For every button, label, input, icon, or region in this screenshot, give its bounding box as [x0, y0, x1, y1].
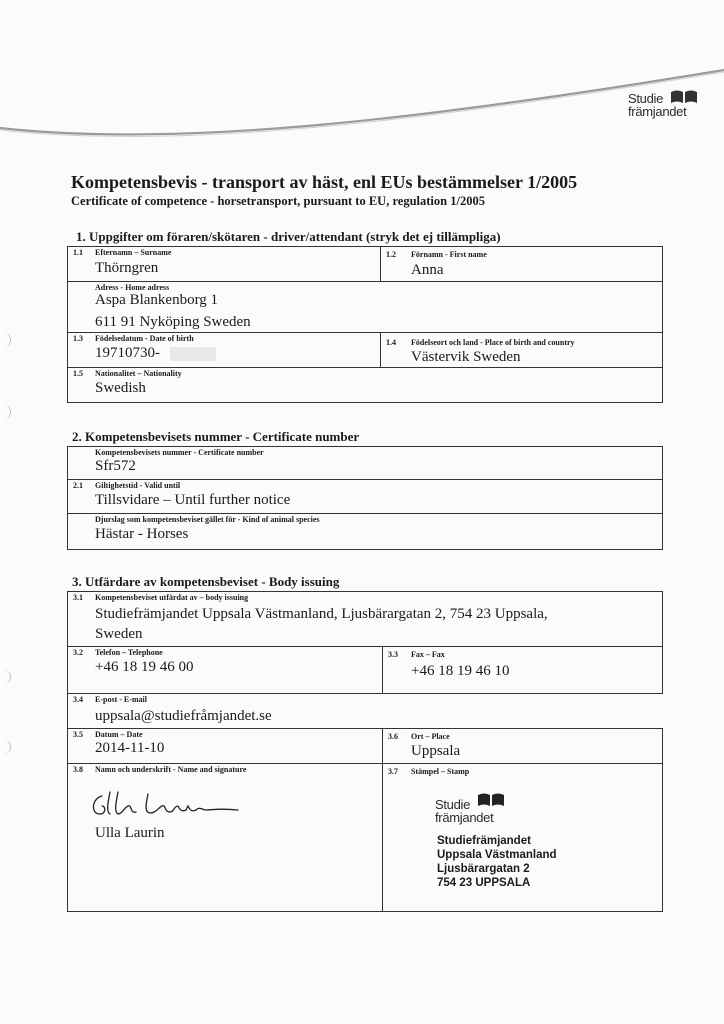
field-3-4	[67, 693, 663, 729]
handwritten-signature	[88, 788, 258, 822]
field-cert-number	[67, 446, 663, 480]
field-1-5	[67, 367, 663, 403]
field-num: 3.1	[73, 593, 83, 602]
stamp-logo	[435, 798, 493, 824]
field-label: Adress - Home adress	[95, 283, 170, 292]
field-num: 1.2	[386, 250, 396, 259]
margin-mark	[0, 670, 11, 684]
address-line1: Aspa Blankenborg 1	[95, 292, 219, 308]
field-num: 1.3	[73, 334, 83, 343]
margin-mark	[0, 740, 11, 754]
field-label: Kompetensbeviset utfärdat av – body issuing	[95, 593, 249, 602]
field-num: 3.7	[388, 767, 398, 776]
field-3-6	[382, 728, 663, 764]
field-label: Födelseort och land - Place of birth and country	[411, 338, 575, 347]
nationality-value: Swedish	[95, 380, 146, 396]
section2-heading: 2. Kompetensbevisets nummer - Certificate number	[72, 429, 360, 444]
redacted-area	[170, 347, 216, 361]
signatory-name: Ulla Laurin	[95, 825, 165, 841]
margin-mark	[0, 405, 11, 419]
fax-value: +46 18 19 46 10	[411, 663, 510, 679]
book-icon	[477, 792, 505, 808]
field-label: Ort – Place	[411, 732, 450, 741]
field-label: Nationalitet – Nationality	[95, 369, 182, 378]
cert-number-value: Sfr572	[95, 458, 136, 474]
issuer-line2: Sweden	[95, 626, 143, 642]
field-num: 3.6	[388, 732, 398, 741]
field-label: Datum – Date	[95, 730, 143, 739]
field-1-4	[380, 332, 663, 368]
stamp-line3: Ljusbärargatan 2	[437, 863, 530, 875]
birthdate-value: 19710730-	[95, 345, 160, 361]
species-value: Hästar - Horses	[95, 526, 189, 542]
studiefr-logo	[628, 92, 686, 118]
stamp-logo-line1: Studie	[435, 797, 471, 812]
email-value: uppsala@studiefråmjandet.se	[95, 708, 272, 724]
field-3-5	[67, 728, 383, 764]
document-subtitle: Certificate of competence - horsetransport, pursuant to EU, regulation 1/2005	[71, 194, 485, 208]
section1-heading: 1. Uppgifter om föraren/skötaren - driver/attendant (stryk det ej tillämpliga)	[76, 229, 501, 244]
field-species	[67, 513, 663, 550]
field-1-1	[67, 246, 381, 282]
field-label: Stämpel – Stamp	[411, 767, 470, 776]
field-address	[67, 281, 663, 333]
logo-line2: främjandet	[628, 104, 687, 119]
margin-mark	[0, 333, 11, 347]
field-3-3	[382, 646, 663, 694]
field-num: 2.1	[73, 481, 83, 490]
book-icon	[670, 89, 698, 105]
first-name-value: Anna	[411, 262, 444, 278]
field-3-2	[67, 646, 383, 694]
field-label: Djurslag som kompetensbeviset gället för - Kind of animal species	[95, 515, 320, 524]
field-label: Telefon – Telephone	[95, 648, 163, 657]
surname-value: Thörngren	[95, 260, 159, 276]
stamp-text	[437, 834, 557, 890]
field-label: Förnamn - First name	[411, 250, 487, 259]
field-num: 1.5	[73, 369, 83, 378]
stamp-line1: Studiefrämjandet	[437, 835, 531, 847]
valid-until-value: Tillsvidare – Until further notice	[95, 492, 291, 508]
stamp-line2: Uppsala Västmanland	[437, 849, 557, 861]
field-label: Kompetensbevisets nummer - Certificate number	[95, 448, 264, 457]
field-num: 3.4	[73, 695, 83, 704]
field-label: Namn och underskrift - Name and signature	[95, 765, 247, 774]
logo-line1: Studie	[628, 91, 664, 106]
date-value: 2014-11-10	[95, 740, 165, 756]
section3-heading: 3. Utfärdare av kompetensbeviset - Body issuing	[72, 574, 340, 589]
field-num: 3.8	[73, 765, 83, 774]
field-label: Födelsedatum - Date of birth	[95, 334, 194, 343]
field-num: 1.4	[386, 338, 396, 347]
issuer-line1: Studiefrämjandet Uppsala Västmanland, Ljusbärargatan 2, 754 23 Uppsala,	[95, 606, 548, 622]
stamp-logo-line2: främjandet	[435, 810, 494, 825]
telephone-value: +46 18 19 46 00	[95, 659, 194, 675]
address-line2: 611 91 Nyköping Sweden	[95, 314, 251, 330]
field-label: Giltighetstid - Valid until	[95, 481, 181, 490]
field-num: 1.1	[73, 248, 83, 257]
birthplace-value: Västervik Sweden	[411, 349, 521, 365]
stamp-line4: 754 23 UPPSALA	[437, 877, 531, 889]
field-label: Fax – Fax	[411, 650, 445, 659]
field-num: 3.5	[73, 730, 83, 739]
field-3-8	[67, 763, 383, 912]
field-num: 3.2	[73, 648, 83, 657]
header-curve	[0, 60, 724, 150]
field-1-2	[380, 246, 663, 282]
field-num: 3.3	[388, 650, 398, 659]
field-1-3	[67, 332, 381, 368]
document-title: Kompetensbevis - transport av häst, enl EUs bestämmelser 1/2005	[71, 172, 578, 192]
field-3-7	[382, 763, 663, 912]
field-label: E-post - E-mail	[95, 695, 147, 704]
field-3-1	[67, 591, 663, 647]
place-value: Uppsala	[411, 743, 461, 759]
field-2-1	[67, 479, 663, 514]
field-label: Efternamn – Surname	[95, 248, 172, 257]
